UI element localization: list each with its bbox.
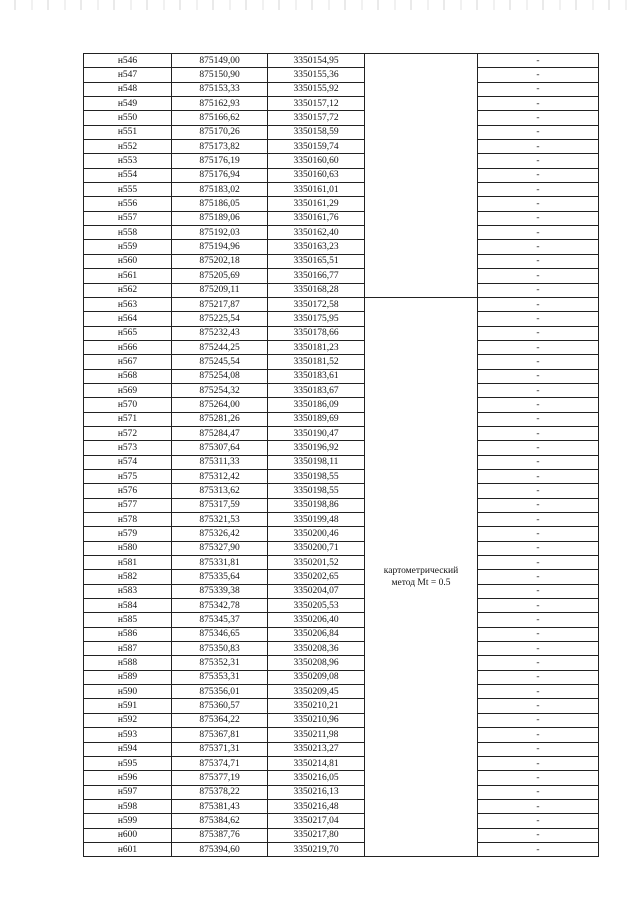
dash-cell: - <box>478 527 599 541</box>
point-name-cell: н594 <box>84 742 172 756</box>
method-note-line1: картометрический <box>383 566 459 577</box>
y-coordinate-cell: 3350214,81 <box>268 756 365 770</box>
table-row <box>84 513 599 527</box>
x-coordinate-cell: 875378,22 <box>172 785 268 799</box>
y-coordinate-cell: 3350166,77 <box>268 269 365 283</box>
x-coordinate-cell: 875367,81 <box>172 728 268 742</box>
y-coordinate-cell: 3350211,98 <box>268 728 365 742</box>
table-row <box>84 97 599 111</box>
y-coordinate-cell: 3350209,45 <box>268 685 365 699</box>
x-coordinate-cell: 875350,83 <box>172 642 268 656</box>
table-row <box>84 828 599 842</box>
x-coordinate-cell: 875209,11 <box>172 283 268 297</box>
y-coordinate-cell: 3350190,47 <box>268 426 365 440</box>
y-coordinate-cell: 3350172,58 <box>268 297 365 311</box>
point-name-cell: н570 <box>84 398 172 412</box>
point-name-cell: н601 <box>84 842 172 856</box>
x-coordinate-cell: 875307,64 <box>172 441 268 455</box>
dash-cell: - <box>478 183 599 197</box>
y-coordinate-cell: 3350175,95 <box>268 312 365 326</box>
y-coordinate-cell: 3350206,40 <box>268 613 365 627</box>
point-name-cell: н550 <box>84 111 172 125</box>
x-coordinate-cell: 875331,81 <box>172 556 268 570</box>
dash-cell: - <box>478 426 599 440</box>
y-coordinate-cell: 3350219,70 <box>268 842 365 856</box>
point-name-cell: н551 <box>84 125 172 139</box>
x-coordinate-cell: 875313,62 <box>172 484 268 498</box>
point-name-cell: н569 <box>84 383 172 397</box>
point-name-cell: н593 <box>84 728 172 742</box>
x-coordinate-cell: 875183,02 <box>172 183 268 197</box>
x-coordinate-cell: 875281,26 <box>172 412 268 426</box>
table-row <box>84 355 599 369</box>
table-row <box>84 297 599 311</box>
y-coordinate-cell: 3350210,21 <box>268 699 365 713</box>
point-name-cell: н548 <box>84 82 172 96</box>
dash-cell: - <box>478 441 599 455</box>
dash-cell: - <box>478 570 599 584</box>
x-coordinate-cell: 875311,33 <box>172 455 268 469</box>
x-coordinate-cell: 875371,31 <box>172 742 268 756</box>
table-row <box>84 541 599 555</box>
table-row <box>84 154 599 168</box>
scan-artifact-strip <box>0 0 640 10</box>
point-name-cell: н598 <box>84 799 172 813</box>
y-coordinate-cell: 3350161,01 <box>268 183 365 197</box>
table-row <box>84 54 599 68</box>
dash-cell: - <box>478 627 599 641</box>
table-row <box>84 197 599 211</box>
x-coordinate-cell: 875377,19 <box>172 771 268 785</box>
y-coordinate-cell: 3350155,36 <box>268 68 365 82</box>
dash-cell: - <box>478 756 599 770</box>
table-row <box>84 728 599 742</box>
y-coordinate-cell: 3350159,74 <box>268 140 365 154</box>
y-coordinate-cell: 3350168,28 <box>268 283 365 297</box>
table-row <box>84 111 599 125</box>
dash-cell: - <box>478 240 599 254</box>
y-coordinate-cell: 3350204,07 <box>268 584 365 598</box>
dash-cell: - <box>478 412 599 426</box>
point-name-cell: н559 <box>84 240 172 254</box>
x-coordinate-cell: 875356,01 <box>172 685 268 699</box>
dash-cell: - <box>478 125 599 139</box>
point-name-cell: н564 <box>84 312 172 326</box>
table-row <box>84 642 599 656</box>
table-row <box>84 140 599 154</box>
y-coordinate-cell: 3350209,08 <box>268 670 365 684</box>
x-coordinate-cell: 875346,65 <box>172 627 268 641</box>
x-coordinate-cell: 875245,54 <box>172 355 268 369</box>
x-coordinate-cell: 875189,06 <box>172 211 268 225</box>
dash-cell: - <box>478 111 599 125</box>
x-coordinate-cell: 875384,62 <box>172 814 268 828</box>
dash-cell: - <box>478 771 599 785</box>
table-row <box>84 498 599 512</box>
y-coordinate-cell: 3350208,36 <box>268 642 365 656</box>
y-coordinate-cell: 3350154,95 <box>268 54 365 68</box>
x-coordinate-cell: 875149,00 <box>172 54 268 68</box>
dash-cell: - <box>478 728 599 742</box>
dash-cell: - <box>478 68 599 82</box>
dash-cell: - <box>478 369 599 383</box>
method-note-cell <box>365 297 478 856</box>
point-name-cell: н580 <box>84 541 172 555</box>
y-coordinate-cell: 3350162,40 <box>268 226 365 240</box>
y-coordinate-cell: 3350205,53 <box>268 599 365 613</box>
x-coordinate-cell: 875264,00 <box>172 398 268 412</box>
table-row <box>84 785 599 799</box>
y-coordinate-cell: 3350181,23 <box>268 340 365 354</box>
x-coordinate-cell: 875353,31 <box>172 670 268 684</box>
x-coordinate-cell: 875150,90 <box>172 68 268 82</box>
table-row <box>84 670 599 684</box>
point-name-cell: н592 <box>84 713 172 727</box>
table-row <box>84 398 599 412</box>
table-row <box>84 584 599 598</box>
dash-cell: - <box>478 226 599 240</box>
y-coordinate-cell: 3350208,96 <box>268 656 365 670</box>
point-name-cell: н577 <box>84 498 172 512</box>
table-row <box>84 269 599 283</box>
table-row <box>84 570 599 584</box>
table-row <box>84 426 599 440</box>
dash-cell: - <box>478 498 599 512</box>
point-name-cell: н566 <box>84 340 172 354</box>
x-coordinate-cell: 875326,42 <box>172 527 268 541</box>
table-row <box>84 283 599 297</box>
table-row <box>84 469 599 483</box>
dash-cell: - <box>478 269 599 283</box>
y-coordinate-cell: 3350198,55 <box>268 484 365 498</box>
point-name-cell: н556 <box>84 197 172 211</box>
dash-cell: - <box>478 97 599 111</box>
y-coordinate-cell: 3350216,05 <box>268 771 365 785</box>
x-coordinate-cell: 875254,32 <box>172 383 268 397</box>
point-name-cell: н549 <box>84 97 172 111</box>
dash-cell: - <box>478 254 599 268</box>
x-coordinate-cell: 875254,08 <box>172 369 268 383</box>
table-row <box>84 556 599 570</box>
dash-cell: - <box>478 484 599 498</box>
dash-cell: - <box>478 513 599 527</box>
x-coordinate-cell: 875166,62 <box>172 111 268 125</box>
point-name-cell: н581 <box>84 556 172 570</box>
point-name-cell: н547 <box>84 68 172 82</box>
point-name-cell: н575 <box>84 469 172 483</box>
dash-cell: - <box>478 326 599 340</box>
table-row <box>84 742 599 756</box>
table-row <box>84 599 599 613</box>
point-name-cell: н546 <box>84 54 172 68</box>
table-row <box>84 484 599 498</box>
dash-cell: - <box>478 312 599 326</box>
dash-cell: - <box>478 154 599 168</box>
method-note-line2: метод Mt = 0.5 <box>391 578 451 589</box>
y-coordinate-cell: 3350196,92 <box>268 441 365 455</box>
table-row <box>84 527 599 541</box>
x-coordinate-cell: 875317,59 <box>172 498 268 512</box>
dash-cell: - <box>478 713 599 727</box>
x-coordinate-cell: 875381,43 <box>172 799 268 813</box>
dash-cell: - <box>478 642 599 656</box>
table-row <box>84 68 599 82</box>
dash-cell: - <box>478 656 599 670</box>
point-name-cell: н588 <box>84 656 172 670</box>
y-coordinate-cell: 3350157,12 <box>268 97 365 111</box>
point-name-cell: н591 <box>84 699 172 713</box>
y-coordinate-cell: 3350160,60 <box>268 154 365 168</box>
coordinates-table-body <box>84 54 599 857</box>
x-coordinate-cell: 875364,22 <box>172 713 268 727</box>
point-name-cell: н567 <box>84 355 172 369</box>
dash-cell: - <box>478 383 599 397</box>
table-row <box>84 125 599 139</box>
point-name-cell: н584 <box>84 599 172 613</box>
y-coordinate-cell: 3350217,80 <box>268 828 365 842</box>
point-name-cell: н568 <box>84 369 172 383</box>
table-row <box>84 613 599 627</box>
dash-cell: - <box>478 828 599 842</box>
table-row <box>84 226 599 240</box>
y-coordinate-cell: 3350161,29 <box>268 197 365 211</box>
table-row <box>84 312 599 326</box>
dash-cell: - <box>478 613 599 627</box>
x-coordinate-cell: 875321,53 <box>172 513 268 527</box>
x-coordinate-cell: 875194,96 <box>172 240 268 254</box>
table-row <box>84 412 599 426</box>
method-cell-empty <box>365 54 478 298</box>
point-name-cell: н557 <box>84 211 172 225</box>
y-coordinate-cell: 3350216,48 <box>268 799 365 813</box>
point-name-cell: н590 <box>84 685 172 699</box>
dash-cell: - <box>478 584 599 598</box>
table-row <box>84 627 599 641</box>
dash-cell: - <box>478 283 599 297</box>
dash-cell: - <box>478 197 599 211</box>
dash-cell: - <box>478 54 599 68</box>
table-row <box>84 82 599 96</box>
table-row <box>84 326 599 340</box>
point-name-cell: н571 <box>84 412 172 426</box>
point-name-cell: н595 <box>84 756 172 770</box>
y-coordinate-cell: 3350217,04 <box>268 814 365 828</box>
y-coordinate-cell: 3350198,55 <box>268 469 365 483</box>
dash-cell: - <box>478 82 599 96</box>
point-name-cell: н596 <box>84 771 172 785</box>
table-row <box>84 211 599 225</box>
point-name-cell: н587 <box>84 642 172 656</box>
dash-cell: - <box>478 670 599 684</box>
y-coordinate-cell: 3350210,96 <box>268 713 365 727</box>
x-coordinate-cell: 875327,90 <box>172 541 268 555</box>
y-coordinate-cell: 3350158,59 <box>268 125 365 139</box>
dash-cell: - <box>478 599 599 613</box>
y-coordinate-cell: 3350157,72 <box>268 111 365 125</box>
point-name-cell: н563 <box>84 297 172 311</box>
dash-cell: - <box>478 685 599 699</box>
table-row <box>84 814 599 828</box>
table-row <box>84 168 599 182</box>
y-coordinate-cell: 3350200,46 <box>268 527 365 541</box>
x-coordinate-cell: 875232,43 <box>172 326 268 340</box>
table-row <box>84 441 599 455</box>
x-coordinate-cell: 875205,69 <box>172 269 268 283</box>
point-name-cell: н558 <box>84 226 172 240</box>
dash-cell: - <box>478 355 599 369</box>
table-row <box>84 713 599 727</box>
x-coordinate-cell: 875284,47 <box>172 426 268 440</box>
y-coordinate-cell: 3350181,52 <box>268 355 365 369</box>
y-coordinate-cell: 3350155,92 <box>268 82 365 96</box>
dash-cell: - <box>478 211 599 225</box>
point-name-cell: н572 <box>84 426 172 440</box>
table-row <box>84 699 599 713</box>
y-coordinate-cell: 3350178,66 <box>268 326 365 340</box>
coordinates-table <box>83 53 599 857</box>
y-coordinate-cell: 3350160,63 <box>268 168 365 182</box>
x-coordinate-cell: 875162,93 <box>172 97 268 111</box>
table-row <box>84 383 599 397</box>
table-row <box>84 340 599 354</box>
x-coordinate-cell: 875186,05 <box>172 197 268 211</box>
point-name-cell: н561 <box>84 269 172 283</box>
y-coordinate-cell: 3350198,11 <box>268 455 365 469</box>
x-coordinate-cell: 875244,25 <box>172 340 268 354</box>
y-coordinate-cell: 3350213,27 <box>268 742 365 756</box>
x-coordinate-cell: 875374,71 <box>172 756 268 770</box>
dash-cell: - <box>478 699 599 713</box>
x-coordinate-cell: 875153,33 <box>172 82 268 96</box>
dash-cell: - <box>478 140 599 154</box>
dash-cell: - <box>478 541 599 555</box>
point-name-cell: н552 <box>84 140 172 154</box>
point-name-cell: н560 <box>84 254 172 268</box>
x-coordinate-cell: 875352,31 <box>172 656 268 670</box>
x-coordinate-cell: 875394,60 <box>172 842 268 856</box>
dash-cell: - <box>478 842 599 856</box>
point-name-cell: н600 <box>84 828 172 842</box>
table-row <box>84 685 599 699</box>
x-coordinate-cell: 875360,57 <box>172 699 268 713</box>
dash-cell: - <box>478 469 599 483</box>
point-name-cell: н565 <box>84 326 172 340</box>
point-name-cell: н589 <box>84 670 172 684</box>
x-coordinate-cell: 875173,82 <box>172 140 268 154</box>
x-coordinate-cell: 875176,94 <box>172 168 268 182</box>
x-coordinate-cell: 875192,03 <box>172 226 268 240</box>
dash-cell: - <box>478 814 599 828</box>
point-name-cell: н582 <box>84 570 172 584</box>
y-coordinate-cell: 3350189,69 <box>268 412 365 426</box>
x-coordinate-cell: 875387,76 <box>172 828 268 842</box>
point-name-cell: н583 <box>84 584 172 598</box>
point-name-cell: н555 <box>84 183 172 197</box>
y-coordinate-cell: 3350206,84 <box>268 627 365 641</box>
point-name-cell: н579 <box>84 527 172 541</box>
point-name-cell: н574 <box>84 455 172 469</box>
x-coordinate-cell: 875202,18 <box>172 254 268 268</box>
point-name-cell: н553 <box>84 154 172 168</box>
x-coordinate-cell: 875217,87 <box>172 297 268 311</box>
x-coordinate-cell: 875339,38 <box>172 584 268 598</box>
y-coordinate-cell: 3350198,86 <box>268 498 365 512</box>
dash-cell: - <box>478 398 599 412</box>
table-row <box>84 842 599 856</box>
table-row <box>84 771 599 785</box>
dash-cell: - <box>478 168 599 182</box>
table-row <box>84 656 599 670</box>
table-row <box>84 240 599 254</box>
x-coordinate-cell: 875312,42 <box>172 469 268 483</box>
x-coordinate-cell: 875335,64 <box>172 570 268 584</box>
point-name-cell: н585 <box>84 613 172 627</box>
x-coordinate-cell: 875225,54 <box>172 312 268 326</box>
y-coordinate-cell: 3350161,76 <box>268 211 365 225</box>
dash-cell: - <box>478 340 599 354</box>
dash-cell: - <box>478 556 599 570</box>
point-name-cell: н586 <box>84 627 172 641</box>
dash-cell: - <box>478 455 599 469</box>
point-name-cell: н576 <box>84 484 172 498</box>
dash-cell: - <box>478 297 599 311</box>
y-coordinate-cell: 3350200,71 <box>268 541 365 555</box>
point-name-cell: н578 <box>84 513 172 527</box>
y-coordinate-cell: 3350202,65 <box>268 570 365 584</box>
y-coordinate-cell: 3350201,52 <box>268 556 365 570</box>
point-name-cell: н554 <box>84 168 172 182</box>
x-coordinate-cell: 875176,19 <box>172 154 268 168</box>
y-coordinate-cell: 3350199,48 <box>268 513 365 527</box>
dash-cell: - <box>478 742 599 756</box>
y-coordinate-cell: 3350186,09 <box>268 398 365 412</box>
point-name-cell: н573 <box>84 441 172 455</box>
y-coordinate-cell: 3350163,23 <box>268 240 365 254</box>
coordinates-table-wrapper <box>83 53 599 857</box>
y-coordinate-cell: 3350216,13 <box>268 785 365 799</box>
point-name-cell: н599 <box>84 814 172 828</box>
y-coordinate-cell: 3350183,61 <box>268 369 365 383</box>
point-name-cell: н562 <box>84 283 172 297</box>
x-coordinate-cell: 875342,78 <box>172 599 268 613</box>
table-row <box>84 455 599 469</box>
dash-cell: - <box>478 799 599 813</box>
table-row <box>84 369 599 383</box>
table-row <box>84 799 599 813</box>
dash-cell: - <box>478 785 599 799</box>
table-row <box>84 254 599 268</box>
y-coordinate-cell: 3350165,51 <box>268 254 365 268</box>
y-coordinate-cell: 3350183,67 <box>268 383 365 397</box>
point-name-cell: н597 <box>84 785 172 799</box>
x-coordinate-cell: 875170,26 <box>172 125 268 139</box>
table-row <box>84 183 599 197</box>
table-row <box>84 756 599 770</box>
x-coordinate-cell: 875345,37 <box>172 613 268 627</box>
